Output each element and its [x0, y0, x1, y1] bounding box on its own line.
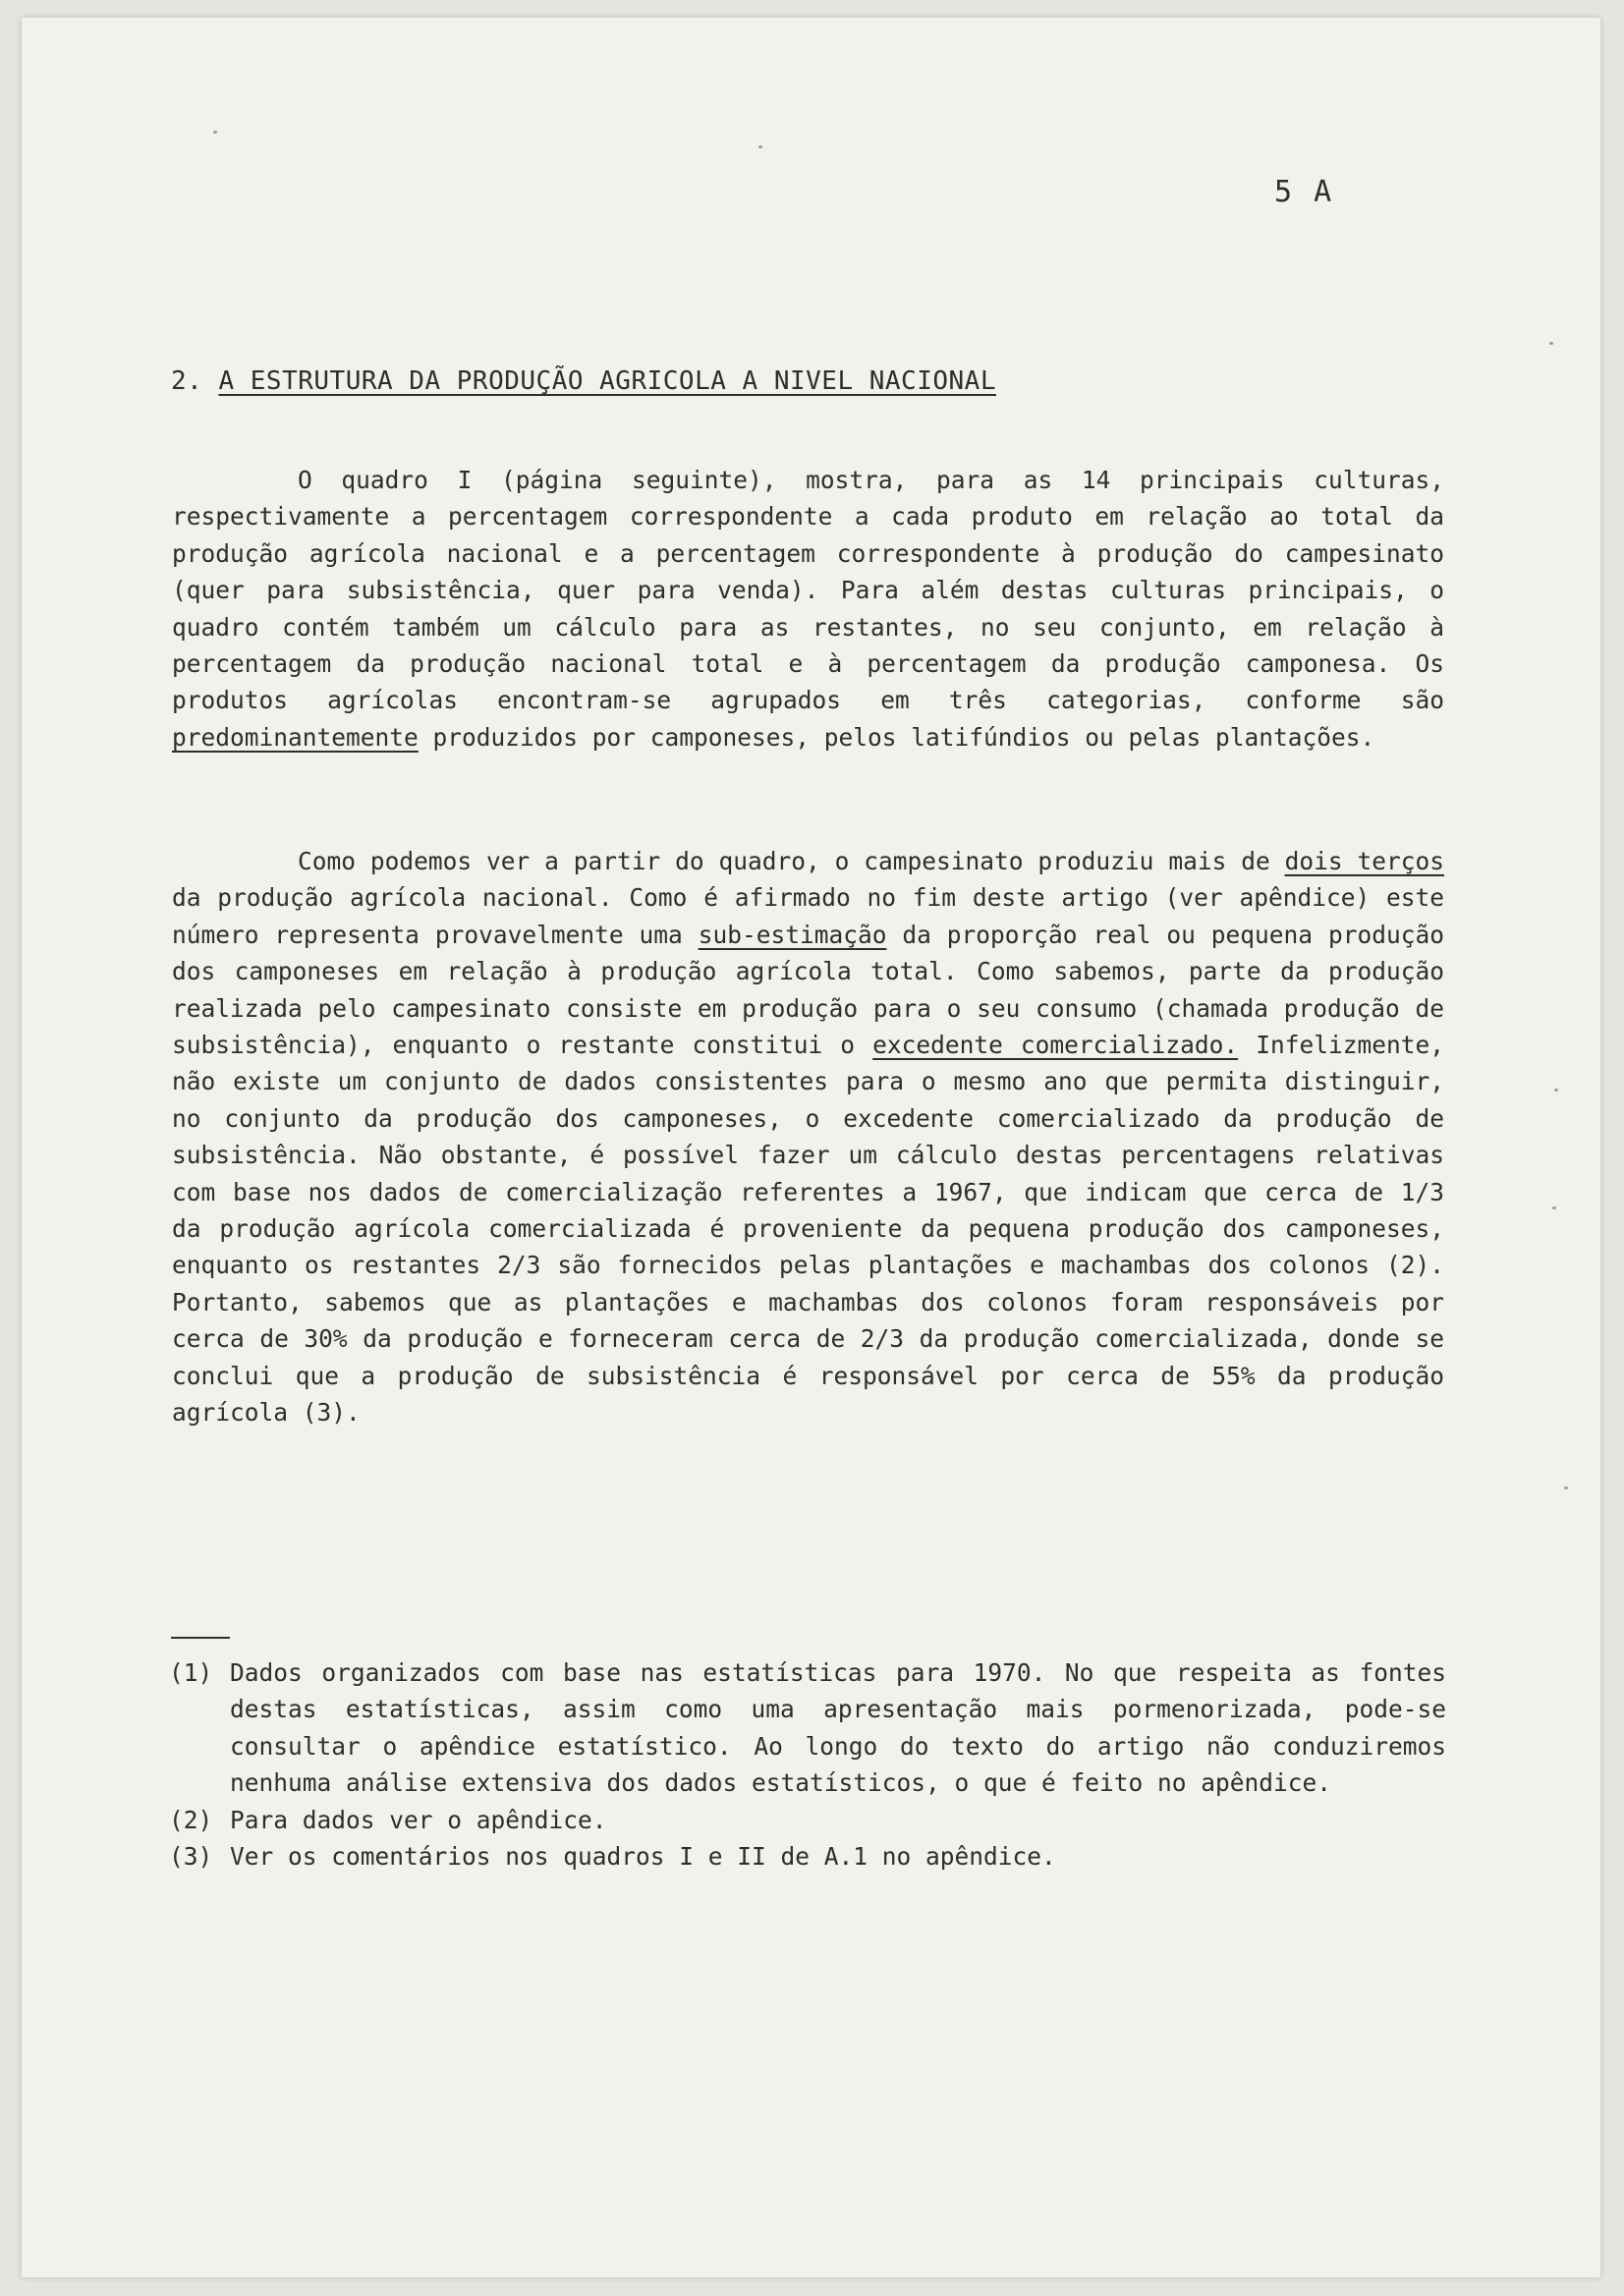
- footnote-1: [169, 1654, 1446, 1802]
- paragraph-1-tail: produzidos por camponeses, pelos latifúndios ou pelas plantações.: [432, 722, 1375, 752]
- paragraph-1-text: O quadro I (página seguinte), mostra, para as 14 principais culturas, respectivamente a percentagem correspondente a cada produto em relação ao total da produção agrícola nacional e a percentagem correspondente à produção do campesinato (quer para subsistência, quer para venda). Para além destas culturas principais, o quadro contém também um cálculo para as restantes, no seu conjunto, em relação à percentagem da produção nacional total e à percentagem da produção camponesa. Os produtos agrícolas encontram-se agrupados em três categorias, conforme são: [172, 466, 1444, 715]
- footnote-text: Ver os comentários nos quadros I e II de A.1 no apêndice.: [230, 1842, 1056, 1872]
- footnote-marker: (1): [169, 1658, 213, 1687]
- paper-speck: [1564, 1486, 1568, 1489]
- paper-speck: [1554, 1089, 1558, 1092]
- footnote-marker: (3): [169, 1842, 213, 1872]
- section-heading: [171, 366, 996, 396]
- emphasis-excedente-comercializado: excedente comercializado.: [872, 1031, 1239, 1060]
- footnote-text: Para dados ver o apêndice.: [230, 1805, 607, 1834]
- paragraph-campesinato-production: [172, 843, 1444, 1431]
- paper-speck: [758, 145, 762, 148]
- emphasis-dois-tercos: dois terços: [1284, 847, 1444, 875]
- page-number: 5 A: [1274, 175, 1334, 209]
- emphasis-sub-estimacao: sub-estimação: [698, 920, 887, 949]
- paper-speck: [1552, 1206, 1556, 1209]
- footnote-marker: (2): [169, 1805, 213, 1834]
- footnote-2: [169, 1802, 1446, 1838]
- paper-speck: [1549, 342, 1553, 345]
- section-title: A ESTRUTURA DA PRODUÇÃO AGRICOLA A NIVEL NACIONAL: [218, 366, 996, 396]
- footnotes: [169, 1654, 1446, 1875]
- paragraph-2-part-1: Como podemos ver a partir do quadro, o campesinato produziu mais de: [298, 847, 1270, 875]
- paragraph-2-part-4: Infelizmente, não existe um conjunto de dados consistentes para o mesmo ano que permita distinguir, no conjunto da produção dos camponeses, o excedente comercializado da produção de subsistência. Não obstante, é possível fazer um cálculo destas percentagens relativas com base nos dados de comercialização referentes a 1967, que indicam que cerca de 1/3 da produção agrícola comercializada é proveniente da pequena produção dos camponeses, enquanto os restantes 2/3 são fornecidos pelas plantações e machambas dos colonos (2). Portanto, sabemos que as plantações e machambas dos colonos foram responsáveis por cerca de 30% da produção e forneceram cerca de 2/3 da produção comercializada, donde se conclui que a produção de subsistência é responsável por cerca de 55% da produção agrícola (3).: [172, 1031, 1444, 1428]
- paragraph-2-part-3: da proporção real ou pequena produção dos camponeses em relação à produção agrícola total. Como sabemos, parte da produção realizada pelo campesinato consiste em produção para o seu consumo (chamada produção de subsistência), enquanto o restante constitui o: [172, 920, 1444, 1060]
- section-number: 2.: [171, 366, 203, 396]
- paragraph-2-part-2: da produção agrícola nacional. Como é afirmado no fim deste artigo (ver apêndice) este número representa provavelmente uma: [172, 883, 1444, 949]
- footnote-text: Dados organizados com base nas estatísticas para 1970. No que respeita as fontes destas estatísticas, assim como uma apresentação mais pormenorizada, pode-se consultar o apêndice estatístico. Ao longo do texto do artigo não conduziremos nenhuma análise extensiva dos dados estatísticos, o que é feito no apêndice.: [230, 1658, 1446, 1798]
- paragraph-quadro-description: [172, 462, 1444, 756]
- document-page: [22, 18, 1600, 2277]
- emphasis-predominantemente: predominantemente: [172, 722, 419, 752]
- footnote-separator: [171, 1637, 230, 1639]
- footnote-3: [169, 1838, 1446, 1875]
- paper-speck: [213, 131, 217, 134]
